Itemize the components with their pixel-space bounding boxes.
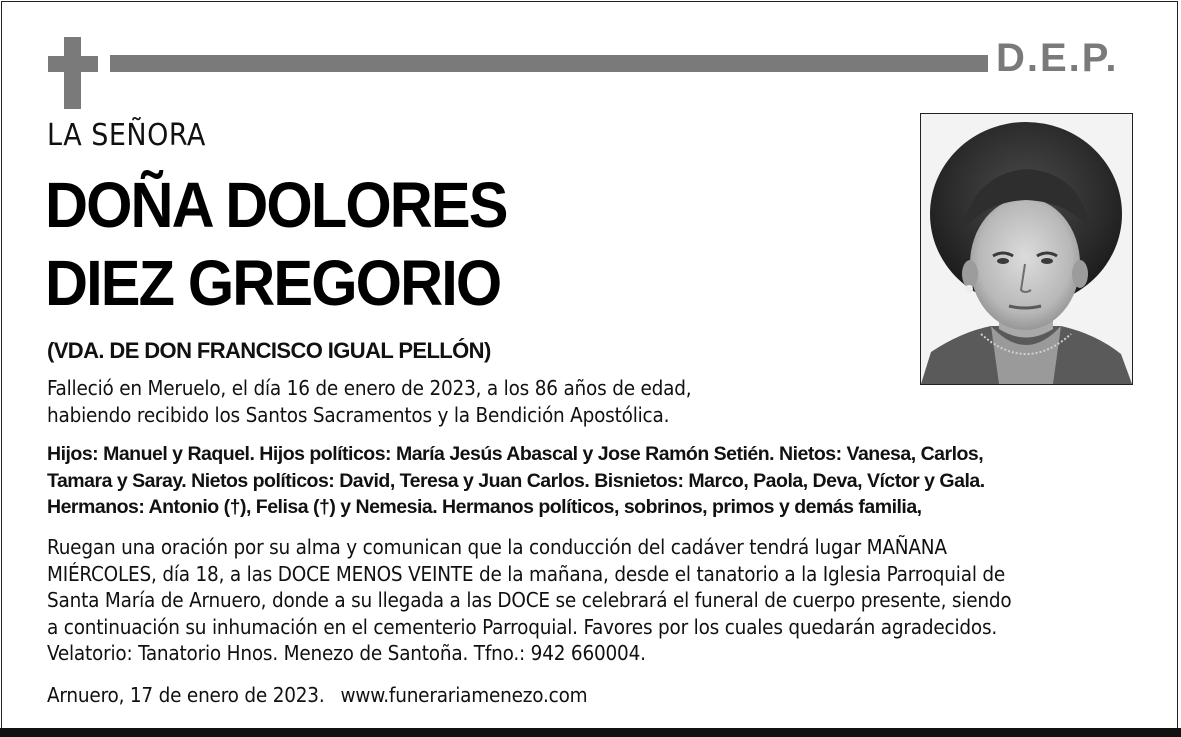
family-line: Hermanos: Antonio (†), Felisa (†) y Nemesia. Hermanos políticos, sobrinos, primos y demás familia, [47,496,922,518]
funeral-line: Ruegan una oración por su alma y comunican que la conducción del cadáver tendrá lugar MAÑANA [47,535,947,559]
funeral-details [47,534,1157,667]
honorific: LA SEÑORA [47,118,206,153]
funeral-line: Santa María de Arnuero, donde a su llegada a las DOCE se celebrará el funeral de cuerpo presente, siendo [47,588,1012,612]
funeral-line: a continuación su inhumación en el cementerio Parroquial. Favores por los cuales quedarán agradecidos. [47,614,998,639]
portrait-photo [920,113,1133,385]
website-link[interactable]: www.funerariamenezo.com [340,683,588,707]
cross-icon [48,37,98,109]
deceased-name-line-1: DOÑA DOLORES [45,169,507,241]
header-rule [110,55,988,72]
place-date: Arnuero, 17 de enero de 2023. [47,683,325,707]
footer [47,682,587,708]
deceased-name-line-2: DIEZ GREGORIO [45,247,501,319]
dep-label: D.E.P. [996,36,1119,80]
death-details [47,375,887,428]
family-line: Hijos: Manuel y Raquel. Hijos políticos: María Jesús Abascal y Jose Ramón Setién. Nietos: Vanesa, Carlos, [47,443,984,465]
funeral-line: MIÉRCOLES, día 18, a las DOCE MENOS VEINTE de la mañana, desde el tanatorio a la Iglesia Parroquial de [47,561,1006,586]
death-line: habiendo recibido los Santos Sacramentos y la Bendición Apostólica. [47,402,670,427]
death-line: Falleció en Meruelo, el día 16 de enero de 2023, a los 86 años de edad, [47,376,692,400]
widow-of: (VDA. DE DON FRANCISCO IGUAL PELLÓN) [47,338,491,363]
family-line: Tamara y Saray. Nietos políticos: David, Teresa y Juan Carlos. Bisnietos: Marco, Paola, Deva, Víctor y Gala. [47,469,985,492]
funeral-line: Velatorio: Tanatorio Hnos. Menezo de Santoña. Tfno.: 942 660004. [47,641,646,665]
family-list [47,441,1157,521]
bottom-border [0,728,1181,737]
